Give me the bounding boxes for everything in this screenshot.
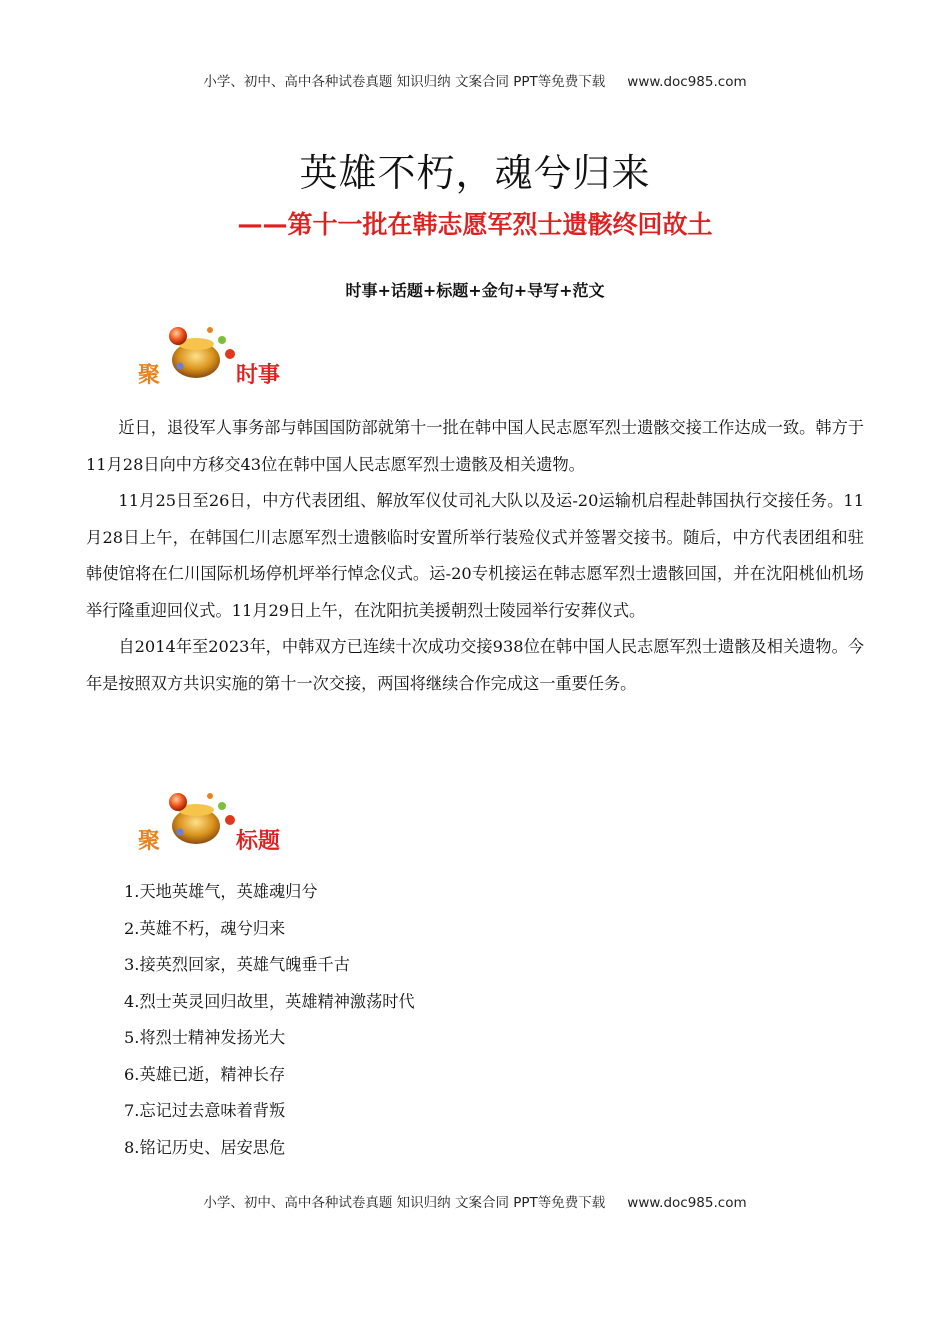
news-article — [86, 410, 864, 702]
list-item: 4.烈士英灵回归故里，英雄精神激荡时代 — [124, 991, 415, 1011]
list-item: 5.将烈士精神发扬光大 — [124, 1028, 286, 1047]
page-header — [0, 70, 950, 90]
list-item: 3.接英烈回家，英雄气魄垂千古 — [124, 955, 350, 974]
document-subtitle: ——第十一批在韩志愿军烈士遗骸终回故土 — [237, 210, 713, 239]
list-item: 6.英雄已逝，精神长存 — [124, 1064, 286, 1084]
list-item: 1.天地英雄气，英雄魂归兮 — [124, 882, 318, 901]
header-site-link[interactable]: www.doc985.com — [627, 74, 747, 90]
news-paragraph: 近日，退役军人事务部与韩国国防部就第十一批在韩中国人民志愿军烈士遗骸交接工作达成一致。韩方于11月28日向中方移交43位在韩中国人民志愿军烈士遗骸及相关遗物。 — [86, 418, 864, 474]
footer-site-link[interactable]: www.doc985.com — [627, 1195, 747, 1211]
footer-text: 小学、初中、高中各种试卷真题 知识归纳 文案合同 PPT等免费下载 — [203, 1195, 606, 1211]
titles-list — [124, 874, 415, 1166]
section-label-news: 时事 — [236, 363, 281, 388]
section-heading-titles — [136, 788, 336, 868]
section-heading-news — [136, 322, 336, 402]
list-item: 2.英雄不朽，魂兮归来 — [124, 918, 286, 938]
list-item: 8.铭记历史、居安思危 — [124, 1137, 286, 1157]
section-label-titles: 标题 — [236, 829, 281, 854]
news-paragraph: 11月25日至26日，中方代表团组、解放军仪仗司礼大队以及运-20运输机启程赴韩国执行交接任务。11月28日上午，在韩国仁川志愿军烈士遗骸临时安置所举行装殓仪式并签署交接书。随后，中方代表团组和驻韩使馆将在仁川国际机场停机坪举行悼念仪式。运-20专机接运在韩志愿军烈士遗骸回国，并在沈阳桃仙机场举行隆重迎回仪式。11月29日上午，在沈阳抗美援朝烈士陵园举行安葬仪式。 — [86, 491, 864, 620]
section-prefix: 聚 — [138, 363, 161, 388]
page-footer — [0, 1191, 950, 1211]
list-item: 7.忘记过去意味着背叛 — [124, 1101, 286, 1120]
news-paragraph: 自2014年至2023年，中韩双方已连续十次成功交接938位在韩中国人民志愿军烈士遗骸及相关遗物。今年是按照双方共识实施的第十一次交接，两国将继续合作完成这一重要任务。 — [86, 637, 864, 693]
document-title: 英雄不朽，魂兮归来 — [299, 151, 651, 195]
header-text: 小学、初中、高中各种试卷真题 知识归纳 文案合同 PPT等免费下载 — [203, 74, 606, 90]
document-tagline: 时事+话题+标题+金句+导写+范文 — [345, 281, 605, 300]
section-prefix: 聚 — [138, 829, 161, 854]
